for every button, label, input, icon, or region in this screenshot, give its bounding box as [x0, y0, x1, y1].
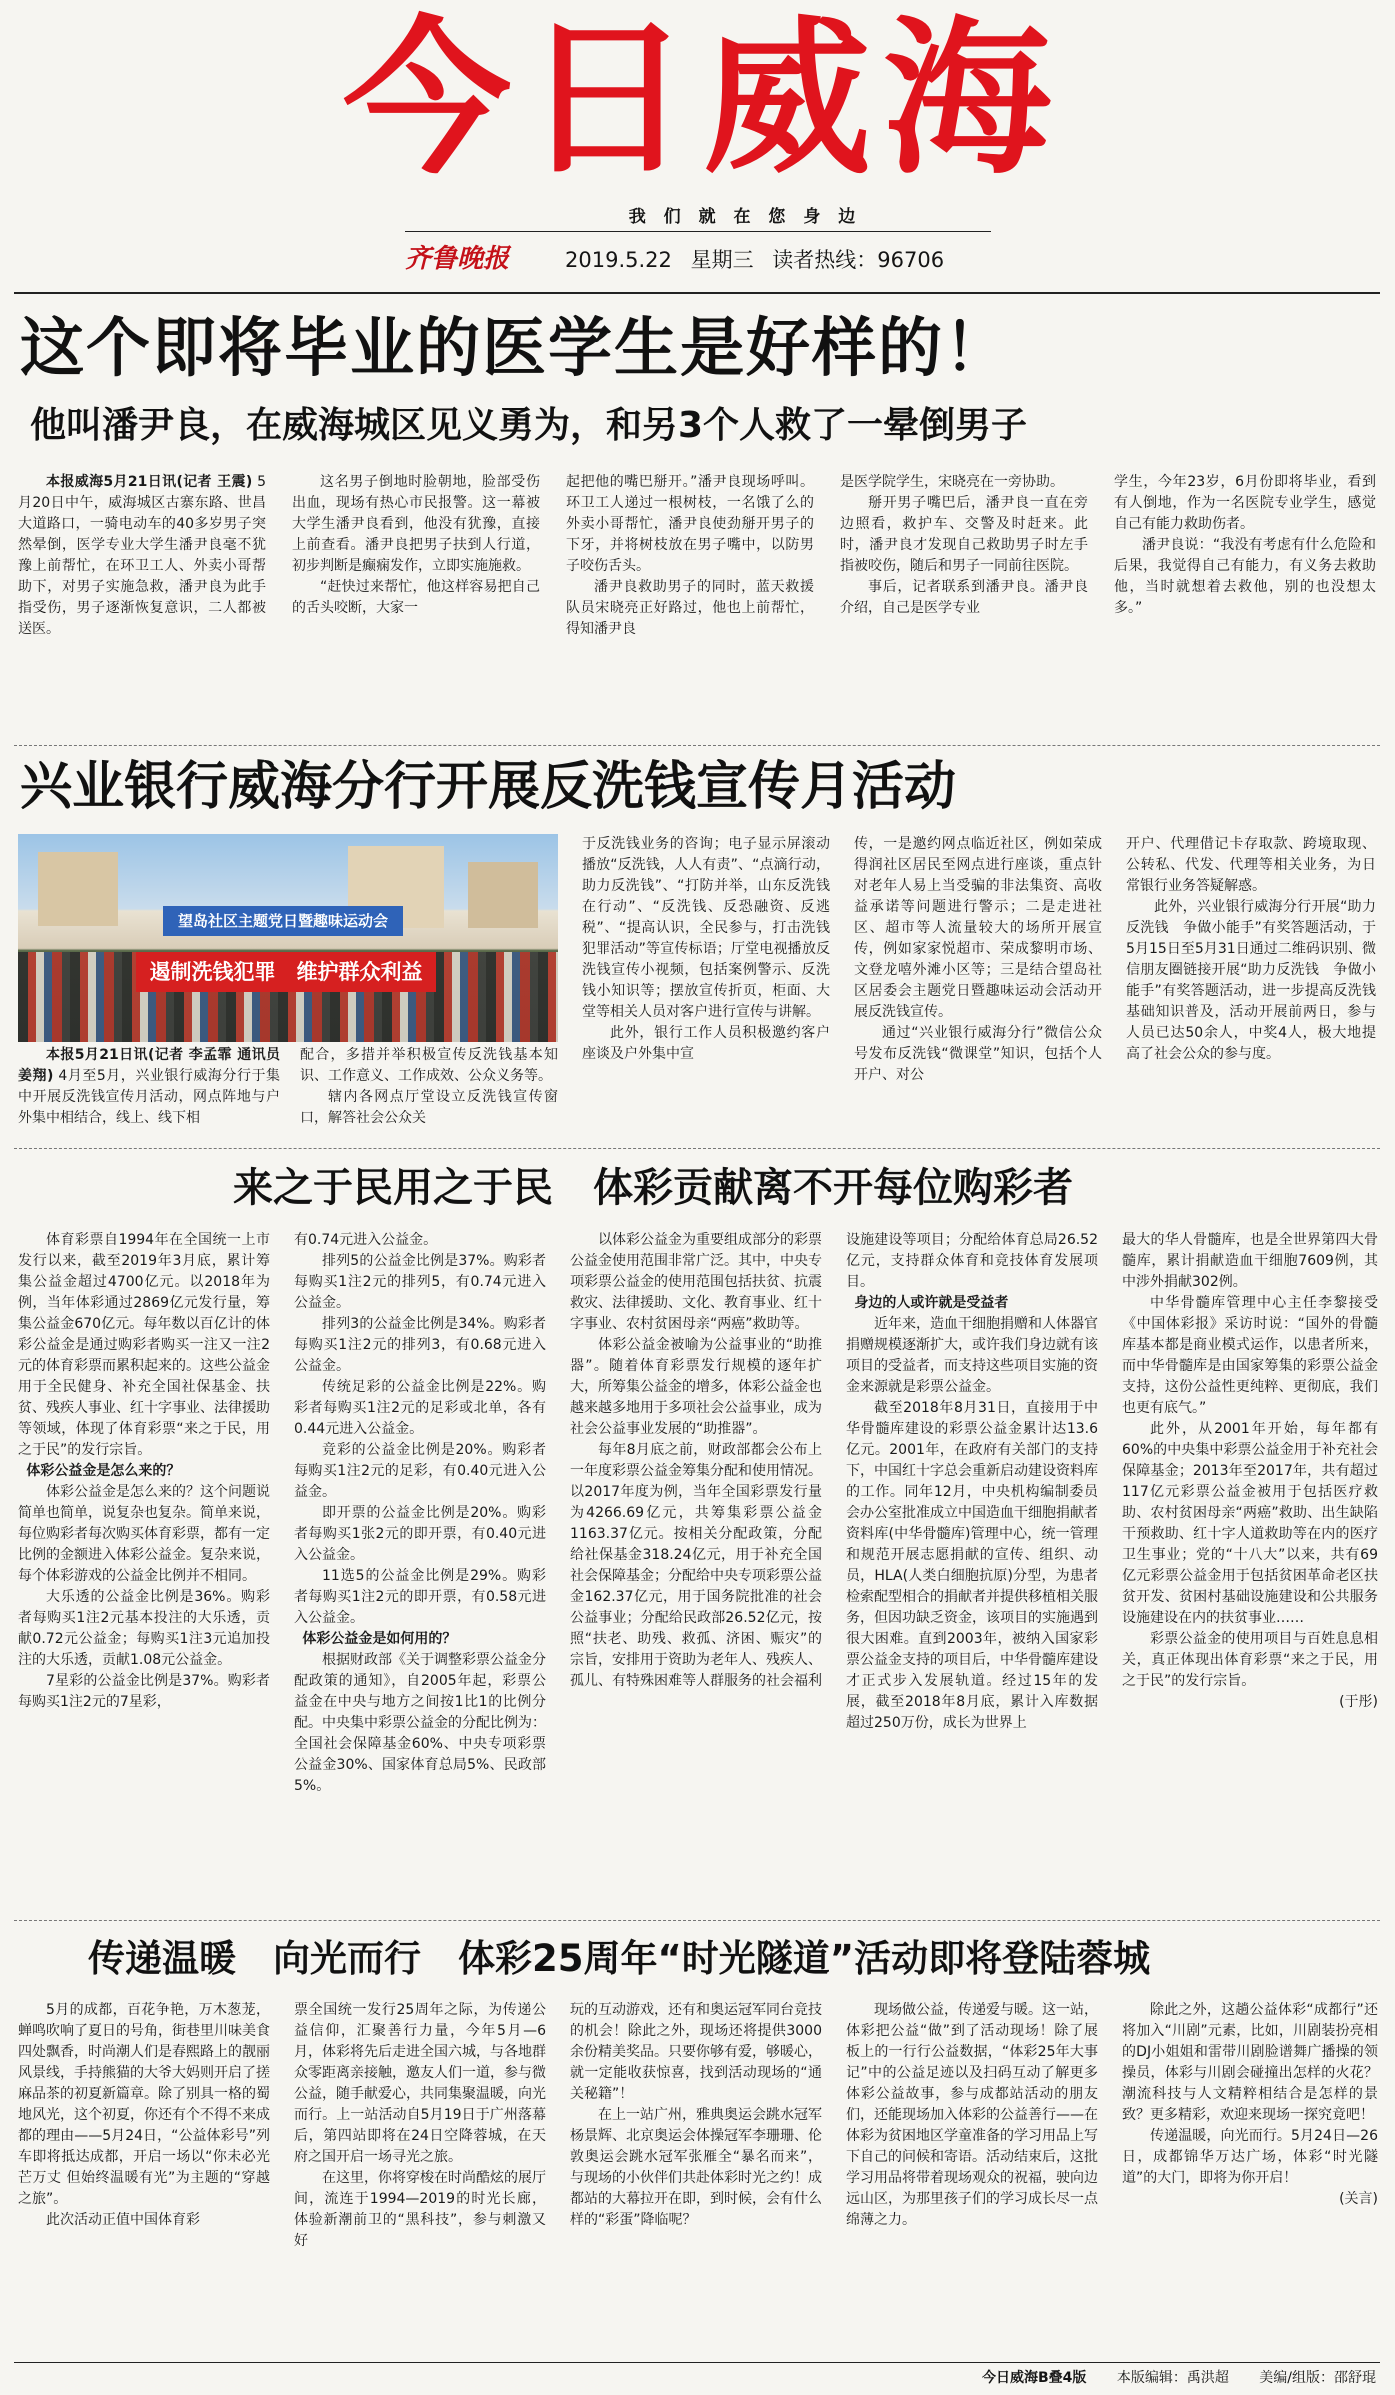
- article4-col3: [570, 2000, 822, 2231]
- article2-photo: [18, 834, 558, 1042]
- article4-byline: (关言): [1339, 2191, 1378, 2207]
- article3-col1: [18, 1230, 270, 1713]
- article3-col5-para: 最大的华人骨髓库，也是全世界第四大骨髓库，累计捐献造血干细胞7609例，其中涉外捐献302例。: [1122, 1232, 1378, 1290]
- article2-col4-para: 开户、代理借记卡存取款、跨境取现、公转私、代发、代理等相关业务，为日常银行业务答疑解惑。: [1126, 836, 1376, 894]
- article1-col5-para: 学生，今年23岁，6月份即将毕业，看到有人倒地，作为一名医院专业学生，感觉自己有能力救助伤者。: [1114, 474, 1376, 532]
- article3-col2-subhead: 体彩公益金是如何用的？: [302, 1631, 457, 1647]
- article3-col2-para: 排列3的公益金比例是34%。购彩者每购买1注2元的排列3，有0.68元进入公益金。: [294, 1316, 546, 1374]
- article1-col3: [566, 472, 814, 640]
- article4-headline: 传递温暖 向光而行 体彩25周年“时光隧道”活动即将登陆蓉城: [88, 1937, 1151, 1980]
- article3-col4-para: 设施建设等项目；分配给体育总局26.52亿元，支持群众体育和竞技体育发展项目。: [846, 1232, 1098, 1290]
- article4-col5: [1122, 2000, 1378, 2210]
- article1-col4: [840, 472, 1088, 619]
- article1-lead: 本报威海5月21日讯(记者 王震): [46, 474, 253, 490]
- article4-col1: [18, 2000, 270, 2231]
- masthead-divider: [405, 231, 991, 232]
- article3-col2-para: 根据财政部《关于调整彩票公益金分配政策的通知》，自2005年起，彩票公益金在中央与地方之间按1比1的比例分配。中央集中彩票公益金的分配比例为：全国社会保障基金60%、中央专项彩票公益金30%、国家体育总局5%、民政部5%。: [294, 1652, 546, 1794]
- article2-col3-para: 传，一是邀约网点临近社区，例如荣成得润社区居民至网点进行座谈，重点针对老年人易上当受骗的非法集资、高收益承诺等问题进行警示；二是走进社区、超市等人流量较大的场所开展宣传，例如家家悦超市、荣成黎明市场、文登龙嘻外滩小区等；三是结合望岛社区居委会主题党日暨趣味运动会活动开展反洗钱宣传。: [854, 836, 1102, 1020]
- article3-col3-para: 每年8月底之前，财政部都会公布上一年度彩票公益金筹集分配和使用情况。以2017年度为例，当年全国彩票发行量为4266.69亿元，共筹集彩票公益金1163.37亿元。按相关分配政策，分配给社保基金318.24亿元，用于补充全国社会保障基金；分配给中央专项彩票公益金162.37亿元，用于国务院批准的社会公益事业；分配给民政部26.52亿元，按照“扶老、助残、救孤、济困、赈灾”的宗旨，安排用于资助为老年人、残疾人、孤儿、有特殊困难等人群服务的社会福利: [570, 1442, 822, 1689]
- article3-col4-subhead: 身边的人或许就是受益者: [854, 1295, 1009, 1311]
- article4-col1-para: 5月的成都，百花争艳，万木葱茏，蝉鸣吹响了夏日的号角，街巷里川味美食四处飘香，时尚潮人们是春熙路上的靓丽风景线，手持熊猫的大爷大妈则开启了搓麻品茶的初夏新篇章。除了别具一格的蜀地风光，这个初夏，你还有个不得不来成都的理由——5月24日，“公益体彩号”列车即将抵达成都，开启一场以“你未必光芒万丈 但始终温暖有光”为主题的“穿越之旅”。: [18, 2002, 270, 2207]
- footer-page-info: 今日威海B叠4版: [981, 2370, 1087, 2386]
- article1-col2-para: “赶快过来帮忙，他这样容易把自己的舌头咬断，大家一: [292, 579, 540, 616]
- article1-col5-para: 潘尹良说：“我没有考虑有什么危险和后果，我觉得自己有能力，有义务去救助他，当时就想着去救他，别的也没想太多。”: [1114, 537, 1376, 616]
- photo-banner-blue: 望岛社区主题党日暨趣味运动会: [163, 906, 403, 936]
- article2-headline: 兴业银行威海分行开展反洗钱宣传月活动: [20, 757, 957, 817]
- article3-col1-para: 体彩公益金是怎么来的？这个问题说简单也简单，说复杂也复杂。简单来说，每位购彩者每次购买体育彩票，都有一定比例的金额进入体彩公益金。复杂来说，每个体彩游戏的公益金比例并不相同。: [18, 1484, 270, 1584]
- article1-col1-text: 5月20日中午，威海城区古寨东路、世昌大道路口，一骑电动车的40多岁男子突然晕倒，医学专业大学生潘尹良毫不犹豫上前帮忙，在环卫工人、外卖小哥帮助下，对男子实施急救，潘尹良为此手指受伤，男子逐渐恢复意识，二人都被送医。: [18, 474, 266, 637]
- article3-col5-para: 彩票公益金的使用项目与百姓息息相关，真正体现出体育彩票“来之于民，用之于民”的发行宗旨。: [1122, 1631, 1378, 1689]
- article3-col1-para: 体育彩票自1994年在全国统一上市发行以来，截至2019年3月底，累计筹集公益金超过4700亿元。以2018年为例，当年体彩通过2869亿元发行量，筹集公益金670亿元。每年数以百亿计的体彩公益金是通过购彩者购买一注又一注2元的体育彩票而累积起来的。这些公益金用于全民健身、补充全国社保基金、扶贫、残疾人事业、红十字事业、法律援助等领域，体现了体育彩票“来之于民，用之于民”的发行宗旨。: [18, 1232, 270, 1458]
- article1-subhead: 他叫潘尹良，在威海城区见义勇为，和另3个人救了一晕倒男子: [30, 405, 1028, 446]
- article3-col1-para: 大乐透的公益金比例是36%。购彩者每购买1注2元基本投注的大乐透，贡献0.72元公益金；每购买1注3元追加投注的大乐透，贡献1.08元公益金。: [18, 1589, 270, 1668]
- article1-col3-para: 起把他的嘴巴掰开。”潘尹良现场呼叫。环卫工人递过一根树枝，一名饿了么的外卖小哥帮忙，潘尹良使劲掰开男子的下牙，并将树枝放在男子嘴中，以防男子咬伤舌头。: [566, 474, 814, 574]
- article2-col4-para: 此外，兴业银行威海分行开展“助力反洗钱 争做小能手”有奖答题活动，于5月15日至5月31日通过二维码识别、微信朋友圈链接开展“助力反洗钱 争做小能手”有奖答题活动，进一步提高反洗钱基础知识普及，活动开展前两日，参与人员已达50余人，中奖4人，极大地提高了社会公众的参与度。: [1126, 899, 1376, 1062]
- article4-col3-para: 在上一站广州，雅典奥运会跳水冠军杨景辉、北京奥运会体操冠军李珊珊、伦敦奥运会跳水冠军张雁全“暴名而来”，与现场的小伙伴们共赴体彩时光之约！成都站的大幕拉开在即，到时候，会有什么样的“彩蛋”降临呢？: [570, 2107, 822, 2228]
- article2-col1: [18, 1045, 558, 1129]
- issue-info: [565, 246, 944, 274]
- article2-col3: [854, 834, 1102, 1086]
- article4-col1-para: 此次活动正值中国体育彩: [46, 2212, 200, 2228]
- article3-col2: [294, 1230, 546, 1797]
- article1-col4-para: 事后，记者联系到潘尹良。潘尹良介绍，自己是医学专业: [840, 579, 1088, 616]
- article3-col5: [1122, 1230, 1378, 1713]
- article3-col1-subhead: 体彩公益金是怎么来的？: [26, 1463, 181, 1479]
- article3-col3: [570, 1230, 822, 1692]
- paper-logo: 齐鲁晚报: [405, 244, 510, 274]
- article4-col2: [294, 2000, 546, 2252]
- reader-hotline: 读者热线：96706: [772, 248, 945, 272]
- divider-3: [14, 1920, 1380, 1921]
- article1-col2: [292, 472, 540, 619]
- article1-headline: 这个即将毕业的医学生是好样的！: [20, 312, 1010, 386]
- article2-col4: [1126, 834, 1376, 1065]
- article4-col4: [846, 2000, 1098, 2231]
- article3-col2-para: 排列5的公益金比例是37%。购彩者每购买1注2元的排列5，有0.74元进入公益金。: [294, 1253, 546, 1311]
- article1-col2-para: 这名男子倒地时脸朝地，脸部受伤出血，现场有热心市民报警。这一幕被大学生潘尹良看到，他没有犹豫，直接上前查看。潘尹良把男子扶到人行道，初步判断是癫痫发作，立即实施施救。: [292, 474, 540, 574]
- divider-1: [14, 745, 1380, 746]
- article4-col2-para: 票全国统一发行25周年之际，为传递公益信仰，汇聚善行力量，今年5月—6月，体彩将先后走进全国六城，与各地群众零距离亲接触，邀友人们一道，参与微公益，随手献爱心，共同集聚温暖，向光而行。上一站活动自5月19日于广州落幕后，第四站即将在24日空降蓉城，在天府之国开启一场寻光之旅。: [294, 2002, 546, 2165]
- footer-designer: 美编/组版：邵舒琨: [1259, 2370, 1376, 2386]
- masthead: [0, 0, 1395, 295]
- article4-col5-para: 除此之外，这趟公益体彩“成都行”还将加入“川剧”元素，比如，川剧装扮亮相的DJ小姐姐和雷带川剧脸谱舞广播操的领操员，体彩与川剧会碰撞出怎样的火花？潮流科技与人文精粹相结合是怎样的景致？更多精彩，欢迎来现场一探究竟吧！: [1122, 2002, 1378, 2123]
- divider-2: [14, 1148, 1380, 1149]
- article4-col2-para: 在这里，你将穿梭在时尚酷炫的展厅间，流连于1994—2019的时光长廊，体验新潮前卫的“黑科技”，参与刺激又好: [294, 2170, 546, 2249]
- article2-col2-para: 于反洗钱业务的咨询；电子显示屏滚动播放“反洗钱，人人有责”、“点滴行动，助力反洗钱”、“打防并举，山东反洗钱在行动”、“反洗钱、反恐融资、反逃税”、“提高认识，全民参与，打击洗钱犯罪活动”等宣传标语；厅堂电视播放反洗钱宣传小视频，包括案例警示、反洗钱小知识等；摆放宣传折页，柜面、大堂等相关人员对客户进行宣传与讲解。: [582, 836, 830, 1020]
- article3-col4-para: 截至2018年8月31日，直接用于中华骨髓库建设的彩票公益金累计达13.6亿元。2001年，在政府有关部门的支持下，中国红十字总会重新启动建设资料库的工作。同年12月，中央机构编制委员会办公室批准成立中国造血干细胞捐献者资料库(中华骨髓库)管理中心，统一管理和规范开展志愿捐献的宣传、组织、动员，HLA(人类白细胞抗原)分型，为患者检索配型相合的捐献者并提供移植相关服务，但因功缺乏资金，该项目的实施遇到很大困难。直到2003年，被纳入国家彩票公益金支持的项目后，中华骨髓库建设才正式步入发展轨道。经过15年的发展，截至2018年8月底，累计入库数据超过250万份，成长为世界上: [846, 1400, 1098, 1731]
- article3-col3-para: 体彩公益金被喻为公益事业的“助推器”。随着体育彩票发行规模的逐年扩大，所筹集公益金的增多，体彩公益金也越来越多地用于多项社会公益事业，成为社会公益事业发展的“助推器”。: [570, 1337, 822, 1437]
- article3-col2-para: 竞彩的公益金比例是20%。购彩者每购买1注2元的足彩，有0.40元进入公益金。: [294, 1442, 546, 1500]
- article2-col2: [582, 834, 830, 1065]
- photo-banner-red: 遏制洗钱犯罪 维护群众利益: [136, 952, 436, 992]
- article1-col3-para: 潘尹良救助男子的同时，蓝天救援队员宋晓亮正好路过，他也上前帮忙，得知潘尹良: [566, 579, 814, 637]
- top-rule: [14, 292, 1380, 294]
- article1-col1: [18, 472, 266, 640]
- article3-col5-para: 中华骨髓库管理中心主任李黎接受《中国体彩报》采访时说：“国外的骨髓库基本都是商业模式运作，以患者所来，而中华骨髓库是由国家筹集的彩票公益金支持，这份公益性更纯粹、更彻底，我们也更有底气。”: [1122, 1295, 1378, 1416]
- article4-col4-para: 现场做公益，传递爱与暖。这一站，体彩把公益“做”到了活动现场！除了展板上的一行行公益数据，“体彩25年大事记”中的公益足迹以及扫码互动了解更多体彩公益故事，参与成都站活动的朋友们，还能现场加入体彩的公益善行——在体彩为贫困地区学童准备的学习用品上写下自己的问候和寄语。活动结束后，这批学习用品将带着现场观众的祝福，驶向边远山区，为那里孩子们的学习成长尽一点绵薄之力。: [846, 2002, 1098, 2228]
- article2-lead: 本报5月21日讯(记者 李孟霏 通讯员 姜翔): [18, 1047, 280, 1084]
- article3-col3-para: 以体彩公益金为重要组成部分的彩票公益金使用范围非常广泛。其中，中央专项彩票公益金的使用范围包括扶贫、抗震救灾、法律援助、文化、教育事业、红十字事业、农村贫困母亲“两癌”救助等。: [570, 1232, 822, 1332]
- article2-col1-para: 配合，多措并举积极宣传反洗钱基本知识、工作意义、工作成效、公众义务等。: [300, 1047, 558, 1084]
- footer-editor: 本版编辑：禹洪超: [1116, 2370, 1229, 2386]
- article3-col4-para: 近年来，造血干细胞捐赠和人体器官捐赠规模逐渐扩大，或许我们身边就有该项目的受益者，而支持这些项目实施的资金来源就是彩票公益金。: [846, 1316, 1098, 1395]
- article3-col2-para: 11选5的公益金比例是29%。购彩者每购买1注2元的即开票，有0.58元进入公益金。: [294, 1568, 546, 1626]
- issue-weekday: 星期三: [690, 248, 754, 272]
- masthead-slogan: 我 们 就 在 您 身 边: [628, 207, 862, 227]
- article3-col2-para: 传统足彩的公益金比例是22%。购彩者每购买1注2元的足彩或北单，各有0.44元进入公益金。: [294, 1379, 546, 1437]
- issue-date: 2019.5.22: [565, 248, 672, 272]
- article3-col4: [846, 1230, 1098, 1734]
- article4-col3-para: 玩的互动游戏，还有和奥运冠军同台竞技的机会！除此之外，现场还将提供3000余份精美奖品。只要你够有爱，够暖心，就一定能收获惊喜，找到活动现场的“通关秘籍”！: [570, 2002, 822, 2102]
- article3-col2-para: 有0.74元进入公益金。: [294, 1232, 438, 1248]
- masthead-title: 今日威海: [343, 1, 1063, 197]
- article2-col2-para: 此外，银行工作人员积极邀约客户座谈及户外集中宣: [582, 1025, 830, 1062]
- article1-col4-para: 是医学院学生，宋晓亮在一旁协助。: [840, 474, 1064, 490]
- article1-col4-para: 掰开男子嘴巴后，潘尹良一直在旁边照看，救护车、交警及时赶来。此时，潘尹良才发现自己救助男子时左手指被咬伤，随后和男子一同前往医院。: [840, 495, 1088, 574]
- photo-building: [38, 852, 118, 926]
- article2-col1-text: 4月至5月，兴业银行威海分行于集中开展反洗钱宣传月活动，网点阵地与户外集中相结合，线上、线下相: [18, 1068, 280, 1126]
- article3-headline: 来之于民用之于民 体彩贡献离不开每位购彩者: [233, 1165, 1073, 1211]
- article3-byline: (于彤): [1339, 1694, 1378, 1710]
- article3-col1-para: 7星彩的公益金比例是37%。购彩者每购买1注2元的7星彩，: [18, 1673, 270, 1710]
- article3-col2-para: 即开票的公益金比例是20%。购彩者每购买1张2元的即开票，有0.40元进入公益金。: [294, 1505, 546, 1563]
- photo-building: [468, 862, 538, 928]
- footer-rule: [14, 2362, 1380, 2363]
- article2-col3-para: 通过“兴业银行威海分行”微信公众号发布反洗钱“微课堂”知识，包括个人开户、对公: [854, 1025, 1102, 1083]
- article3-col5-para: 此外，从2001年开始，每年都有60%的中央集中彩票公益金用于补充社会保障基金；2013年至2017年，共有超过117亿元彩票公益金被用于包括医疗救助、农村贫困母亲“两癌”救助、出生缺陷干预救助、红十字人道救助等在内的医疗卫生事业；党的“十八大”以来，共有69亿元彩票公益金用于包括贫困革命老区扶贫开发、贫困村基础设施建设和公共服务设施建设在内的扶贫事业……: [1122, 1421, 1378, 1626]
- article1-col5: [1114, 472, 1376, 619]
- article2-col1-para: 辖内各网点厅堂设立反洗钱宣传窗口，解答社会公众关: [300, 1089, 558, 1126]
- footer: [14, 2368, 1376, 2388]
- article4-col5-para: 传递温暖，向光而行。5月24日—26日，成都锦华万达广场，体彩“时光隧道”的大门，即将为你开启！: [1122, 2128, 1378, 2186]
